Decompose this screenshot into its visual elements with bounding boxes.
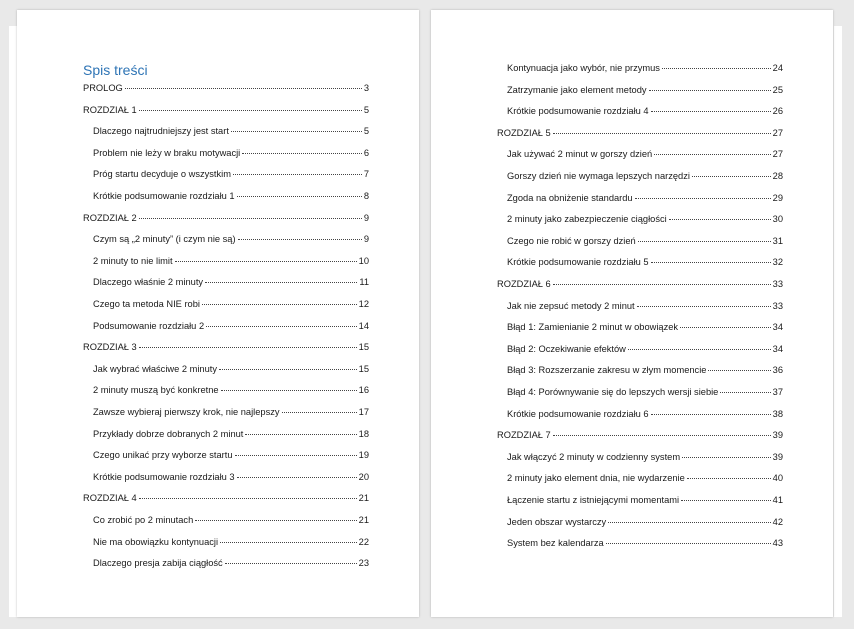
toc-entry-title: Błąd 2: Oczekiwanie efektów — [507, 343, 626, 354]
toc-entry-page-number: 22 — [358, 536, 369, 547]
toc-section-entry[interactable] — [507, 385, 783, 399]
toc-entry-page-number: 3 — [363, 83, 369, 93]
toc-entry-title: ROZDZIAŁ 3 — [83, 342, 137, 353]
toc-entry-page-number: 26 — [772, 106, 783, 117]
toc-entry-page-number: 37 — [772, 387, 783, 397]
toc-entry-page-number: 33 — [772, 300, 783, 311]
toc-section-entry[interactable] — [507, 83, 783, 97]
toc-leader-dots — [680, 327, 771, 328]
toc-entry-title: Nie ma obowiązku kontynuacji — [93, 536, 219, 547]
toc-leader-dots — [662, 68, 771, 69]
toc-entry-page-number: 20 — [358, 471, 369, 482]
toc-entry-page-number: 24 — [772, 63, 783, 73]
toc-entry-title: Krótkie podsumowanie rozdziału 6 — [507, 408, 649, 419]
toc-entry-title: ROZDZIAŁ 6 — [497, 279, 551, 289]
toc-entry-page-number: 11 — [359, 277, 369, 288]
toc-chapter-entry[interactable] — [83, 103, 369, 117]
toc-leader-dots — [139, 218, 362, 219]
toc-section-entry[interactable] — [507, 320, 783, 334]
toc-entry-title: Jeden obszar wystarczy — [507, 516, 607, 527]
toc-entry-title: Błąd 4: Porównywanie się do lepszych wersji siebie — [507, 387, 719, 397]
toc-entry-title: Jak włączyć 2 minuty w codzienny system — [507, 451, 681, 462]
toc-entry-page-number: 27 — [772, 149, 783, 160]
toc-entry-title: Dlaczego najtrudniejszy jest start — [93, 126, 229, 137]
toc-section-entry[interactable] — [93, 275, 369, 289]
toc-entry-title: Zgoda na obniżenie standardu — [507, 192, 633, 203]
toc-section-entry[interactable] — [93, 535, 369, 549]
toc-entry-page-number: 31 — [772, 235, 783, 246]
toc-entry-title: 2 minuty muszą być konkretne — [93, 385, 219, 396]
toc-leader-dots — [206, 326, 357, 327]
toc-section-entry[interactable] — [93, 254, 369, 268]
toc-entry-page-number: 19 — [358, 450, 369, 461]
toc-entry-page-number: 33 — [772, 279, 783, 289]
toc-entry-page-number: 28 — [772, 171, 783, 181]
toc-section-entry[interactable] — [507, 450, 783, 464]
toc-leader-dots — [245, 434, 356, 435]
toc-section-entry[interactable] — [507, 363, 783, 377]
next-page-edge — [834, 26, 842, 617]
toc-leader-dots — [125, 88, 362, 89]
document-page-left — [17, 10, 419, 617]
toc-entry-page-number: 16 — [358, 385, 369, 396]
toc-leader-dots — [225, 563, 357, 564]
toc-leader-dots — [682, 457, 771, 458]
toc-leader-dots — [237, 196, 362, 197]
toc-section-entry[interactable] — [507, 212, 783, 226]
toc-leader-dots — [687, 478, 771, 479]
toc-leader-dots — [282, 412, 357, 413]
toc-entry-title: ROZDZIAŁ 7 — [497, 430, 551, 441]
toc-title: Spis treści — [83, 62, 148, 78]
toc-entry-title: PROLOG — [83, 83, 123, 93]
toc-entry-title: 2 minuty jako zabezpieczenie ciągłości — [507, 214, 667, 225]
toc-section-entry[interactable] — [507, 147, 783, 161]
toc-entry-title: Czym są „2 minuty” (i czym nie są) — [93, 234, 236, 245]
toc-leader-dots — [651, 414, 771, 415]
toc-entry-page-number: 38 — [772, 408, 783, 419]
toc-chapter-entry[interactable] — [83, 491, 369, 505]
toc-chapter-entry[interactable] — [497, 277, 783, 291]
toc-entry-page-number: 23 — [358, 558, 369, 569]
toc-leader-dots — [669, 219, 771, 220]
toc-entry-page-number: 15 — [358, 363, 369, 374]
toc-entry-title: Błąd 1: Zamienianie 2 minut w obowiązek — [507, 322, 679, 333]
toc-leader-dots — [202, 304, 357, 305]
toc-section-entry[interactable] — [93, 405, 369, 419]
toc-leader-dots — [219, 369, 357, 370]
toc-section-entry[interactable] — [93, 146, 369, 160]
toc-chapter-entry[interactable] — [83, 340, 369, 354]
toc-leader-dots — [708, 370, 770, 371]
toc-entry-title: ROZDZIAŁ 5 — [497, 127, 551, 138]
toc-entry-title: 2 minuty jako element dnia, nie wydarzenie — [507, 473, 685, 484]
toc-entry-page-number: 7 — [363, 169, 369, 180]
toc-leader-dots — [139, 110, 362, 111]
toc-leader-dots — [681, 500, 771, 501]
toc-entry-title: Kontynuacja jako wybór, nie przymus — [507, 63, 660, 73]
toc-section-entry[interactable] — [507, 191, 783, 205]
toc-leader-dots — [654, 154, 770, 155]
toc-leader-dots — [221, 390, 357, 391]
toc-entry-page-number: 30 — [772, 214, 783, 225]
toc-section-entry[interactable] — [507, 536, 783, 550]
toc-entry-title: Co zrobić po 2 minutach — [93, 515, 194, 525]
toc-leader-dots — [139, 498, 357, 499]
toc-section-entry[interactable] — [93, 556, 369, 570]
toc-entry-title: Łączenie startu z istniejącymi momentami — [507, 495, 680, 505]
toc-entry-page-number: 21 — [358, 493, 369, 504]
previous-page-edge — [9, 26, 17, 617]
toc-leader-dots — [637, 306, 771, 307]
toc-entry-title: Krótkie podsumowanie rozdziału 4 — [507, 106, 649, 117]
toc-entry-page-number: 12 — [358, 299, 369, 309]
toc-entry-title: Jak nie zepsuć metody 2 minut — [507, 300, 635, 311]
toc-section-entry[interactable] — [93, 383, 369, 397]
toc-leader-dots — [238, 239, 362, 240]
toc-entry-page-number: 15 — [358, 342, 369, 353]
toc-leader-dots — [651, 262, 771, 263]
toc-entry-title: Jak używać 2 minut w gorszy dzień — [507, 149, 653, 160]
toc-section-entry[interactable] — [93, 427, 369, 441]
toc-leader-dots — [553, 435, 771, 436]
toc-entry-page-number: 42 — [772, 516, 783, 527]
toc-entry-page-number: 43 — [772, 538, 783, 549]
toc-entry-page-number: 29 — [772, 192, 783, 203]
toc-entry-page-number: 25 — [772, 84, 783, 95]
toc-leader-dots — [606, 543, 771, 544]
toc-section-entry[interactable] — [507, 493, 783, 507]
toc-leader-dots — [638, 241, 771, 242]
toc-section-entry[interactable] — [507, 407, 783, 421]
toc-entry-page-number: 6 — [363, 147, 369, 158]
toc-entry-title: Gorszy dzień nie wymaga lepszych narzędzi — [507, 171, 690, 181]
toc-entry-page-number: 34 — [772, 343, 783, 354]
toc-entry-title: Krótkie podsumowanie rozdziału 3 — [93, 471, 235, 482]
toc-entry-title: System bez kalendarza — [507, 538, 604, 549]
toc-chapter-entry[interactable] — [83, 211, 369, 225]
toc-section-entry[interactable] — [93, 470, 369, 484]
toc-section-entry[interactable] — [93, 189, 369, 203]
toc-section-entry[interactable] — [93, 124, 369, 138]
toc-entry-page-number: 8 — [363, 191, 369, 201]
toc-entry-title: Podsumowanie rozdziału 2 — [93, 320, 205, 331]
toc-entry-page-number: 39 — [772, 451, 783, 462]
toc-entry-title: Czego nie robić w gorszy dzień — [507, 235, 636, 246]
toc-leader-dots — [220, 542, 357, 543]
toc-entry-page-number: 5 — [363, 104, 369, 115]
document-page-right — [431, 10, 833, 617]
toc-entry-page-number: 34 — [772, 322, 783, 333]
toc-section-entry[interactable] — [93, 448, 369, 462]
toc-entry-title: Zawsze wybieraj pierwszy krok, nie najlepszy — [93, 407, 280, 417]
toc-entry-page-number: 32 — [772, 257, 783, 268]
toc-leader-dots — [649, 90, 771, 91]
toc-entry-page-number: 21 — [358, 515, 369, 525]
toc-leader-dots — [720, 392, 770, 393]
toc-leader-dots — [608, 522, 770, 523]
toc-entry-page-number: 27 — [772, 127, 783, 138]
toc-leader-dots — [553, 133, 771, 134]
toc-entry-title: 2 minuty to nie limit — [93, 255, 173, 266]
toc-entry-page-number: 40 — [772, 473, 783, 484]
toc-entry-title: ROZDZIAŁ 1 — [83, 104, 137, 115]
toc-entry-title: Zatrzymanie jako element metody — [507, 84, 647, 95]
toc-leader-dots — [651, 111, 771, 112]
toc-section-entry[interactable] — [507, 169, 783, 183]
toc-entry-title: Jak wybrać właściwe 2 minuty — [93, 363, 217, 374]
toc-section-entry[interactable] — [507, 515, 783, 529]
toc-entry-title: Dlaczego właśnie 2 minuty — [93, 277, 204, 288]
toc-entry-title: ROZDZIAŁ 2 — [83, 212, 137, 223]
toc-section-entry[interactable] — [507, 342, 783, 356]
toc-leader-dots — [242, 153, 362, 154]
toc-entry-page-number: 18 — [358, 428, 369, 439]
toc-entry-page-number: 9 — [363, 212, 369, 223]
toc-entry-title: Krótkie podsumowanie rozdziału 1 — [93, 191, 235, 201]
toc-leader-dots — [195, 520, 356, 521]
toc-entry-title: Przykłady dobrze dobranych 2 minut — [93, 428, 244, 439]
toc-entry-title: Dlaczego presja zabija ciągłość — [93, 558, 223, 569]
toc-entry-page-number: 9 — [363, 234, 369, 245]
toc-section-entry[interactable] — [93, 513, 369, 527]
toc-entry-page-number: 14 — [358, 320, 369, 331]
toc-entry-page-number: 17 — [358, 407, 369, 417]
toc-section-entry[interactable] — [93, 167, 369, 181]
toc-section-entry[interactable] — [507, 234, 783, 248]
toc-entry-title: Problem nie leży w braku motywacji — [93, 147, 241, 158]
toc-leader-dots — [692, 176, 771, 177]
toc-leader-dots — [175, 261, 357, 262]
toc-section-entry[interactable] — [507, 299, 783, 313]
toc-entry-page-number: 36 — [772, 365, 783, 376]
toc-entry-page-number: 5 — [363, 126, 369, 137]
toc-section-entry[interactable] — [93, 232, 369, 246]
toc-section-entry[interactable] — [507, 255, 783, 269]
toc-leader-dots — [235, 455, 357, 456]
toc-section-entry[interactable] — [93, 297, 369, 311]
toc-section-entry[interactable] — [93, 319, 369, 333]
toc-leader-dots — [628, 349, 771, 350]
toc-entry-page-number: 41 — [772, 495, 783, 505]
toc-section-entry[interactable] — [507, 61, 783, 75]
toc-entry-title: ROZDZIAŁ 4 — [83, 493, 137, 504]
toc-section-entry[interactable] — [93, 362, 369, 376]
toc-leader-dots — [233, 174, 362, 175]
toc-chapter-entry[interactable] — [497, 428, 783, 442]
toc-entry-title: Próg startu decyduje o wszystkim — [93, 169, 231, 180]
toc-entry-title: Czego ta metoda NIE robi — [93, 299, 200, 309]
toc-entry-title: Krótkie podsumowanie rozdziału 5 — [507, 257, 649, 268]
toc-leader-dots — [231, 131, 362, 132]
toc-section-entry[interactable] — [507, 471, 783, 485]
toc-leader-dots — [553, 284, 771, 285]
toc-entry-title: Błąd 3: Rozszerzanie zakresu w złym momencie — [507, 365, 707, 376]
toc-leader-dots — [139, 347, 357, 348]
toc-entry-page-number: 39 — [772, 430, 783, 441]
toc-chapter-entry[interactable] — [497, 126, 783, 140]
toc-leader-dots — [205, 282, 357, 283]
toc-entry-page-number: 10 — [358, 255, 369, 266]
toc-section-entry[interactable] — [507, 104, 783, 118]
toc-leader-dots — [635, 198, 771, 199]
toc-leader-dots — [237, 477, 357, 478]
toc-chapter-entry[interactable] — [83, 81, 369, 95]
toc-entry-title: Czego unikać przy wyborze startu — [93, 450, 233, 461]
